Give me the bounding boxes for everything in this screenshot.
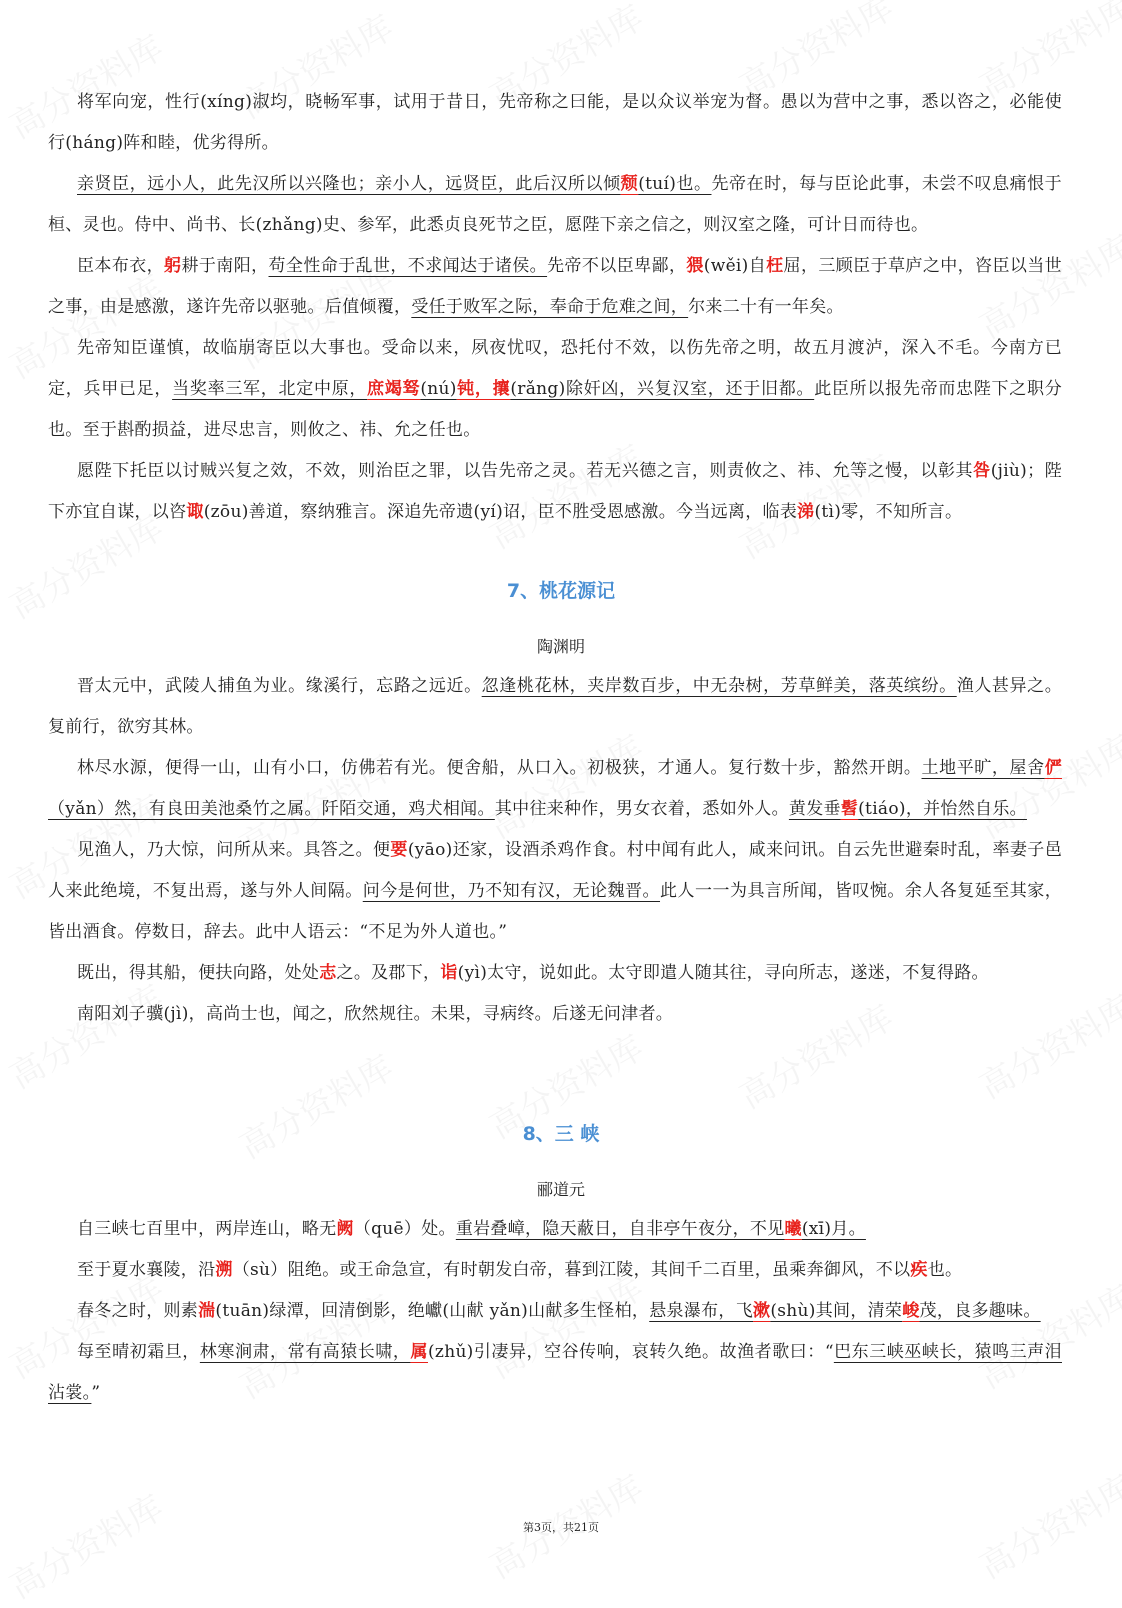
underlined-key-sentence: (tuí)也。 xyxy=(638,174,712,194)
underlined-key-sentence: 林寒涧肃，常有高猿长啸， xyxy=(199,1342,411,1362)
text-segment: 之。及郡下， xyxy=(336,963,441,983)
underlined-key-sentence: 忽逢桃花林，夹岸数百步，中无杂树，芳草鲜美，落英缤纷。 xyxy=(481,676,957,696)
paragraph xyxy=(48,994,1062,1035)
text-segment: 先帝不以臣卑鄙， xyxy=(547,256,687,276)
highlighted-character: 躬 xyxy=(164,256,182,276)
section-author-lidaoyuan: 郦道元 xyxy=(536,1180,585,1199)
underlined-key-sentence: （yǎn）然，有良田美池桑竹之属。阡陌交通，鸡犬相闻。 xyxy=(48,799,495,819)
underlined-key-sentence: 受任于败军之际，奉命于危难之间， xyxy=(411,297,689,317)
text-segment: 春冬之时，则素 xyxy=(77,1301,199,1321)
paragraph xyxy=(48,748,1062,830)
underlined-key-sentence: (nú) xyxy=(420,379,457,399)
section-title-taohuayuanji: 7、桃花源记 xyxy=(506,580,616,602)
text-segment: 见渔人，乃大惊，问所从来。具答之。便 xyxy=(77,840,391,860)
highlighted-character: 诹 xyxy=(186,502,204,522)
text-segment: 其中往来种作，男女衣着，悉如外人。 xyxy=(494,799,789,819)
paragraph xyxy=(48,1332,1062,1414)
page-number: 第3页，共21页 xyxy=(523,1521,599,1534)
text-segment: 此臣所以报先帝而忠陛下之职分也。至于斟酌损益，进尽忠言，则攸之、祎、允之任也。 xyxy=(48,379,1063,440)
highlighted-character: 钝，攘 xyxy=(456,379,511,399)
underlined-key-sentence: 当奖率三军，北定中原， xyxy=(172,379,368,399)
underlined-key-sentence: 茂，良多趣味。 xyxy=(919,1301,1041,1321)
paragraph xyxy=(48,953,1062,994)
text-segment: 渔人甚异之。复前行，欲穷其林。 xyxy=(48,676,1062,737)
paragraph xyxy=(48,1250,1062,1291)
highlighted-character: 猥 xyxy=(686,256,704,276)
text-segment: 将军向宠，性行(xíng)淑均，晓畅军事，试用于昔日，先帝称之曰能，是以众议举宠为督。愚以为营中之事，悉以咨之，必能使行(háng)阵和睦，优劣得所。 xyxy=(48,92,1062,153)
section-title-sanxia: 8、三 峡 xyxy=(522,1123,600,1145)
text-segment: 屈，三顾臣于草庐之中，咨臣以当世之事，由是感激，遂许先帝以驱驰。后值倾覆， xyxy=(48,256,1062,317)
highlighted-character: 属 xyxy=(410,1342,428,1362)
chushibiao-excerpt xyxy=(48,82,1062,533)
section-author-taoyuanming: 陶渊明 xyxy=(536,637,585,656)
paragraph xyxy=(48,451,1062,533)
underlined-key-sentence: (xī)月。 xyxy=(801,1219,866,1239)
paragraph xyxy=(48,328,1062,451)
text-segment: (tì)零，不知所言。 xyxy=(814,502,963,522)
sanxia-text xyxy=(48,1209,1062,1414)
underlined-key-sentence: 重岩叠嶂，隐天蔽日，自非亭午夜分，不见 xyxy=(455,1219,785,1239)
highlighted-character: 溯 xyxy=(215,1260,233,1280)
text-segment: ” xyxy=(91,1383,101,1403)
highlighted-character: 庶竭驽 xyxy=(367,379,421,399)
text-segment: （quē）处。 xyxy=(353,1219,456,1239)
text-segment: (tuān)绿潭，回清倒影，绝巘(山献 yǎn)山献多生怪柏， xyxy=(215,1301,650,1321)
highlighted-character: 涕 xyxy=(797,502,815,522)
highlighted-character: 枉 xyxy=(766,256,784,276)
text-segment: 先帝在时，每与臣论此事，未尝不叹息痛恨于桓、灵也。侍中、尚书、长(zhǎng)史、参军，此悉贞良死节之臣，愿陛下亲之信之，则汉室之隆，可计日而待也。 xyxy=(48,174,1062,235)
highlighted-character: 曦 xyxy=(784,1219,802,1239)
underlined-key-sentence: (shù)其间，清荣 xyxy=(770,1301,903,1321)
text-segment: (zōu)善道，察纳雅言。深追先帝遗(yí)诏，臣不胜受恩感激。今当远离，临表 xyxy=(203,502,798,522)
text-segment: 臣本布衣， xyxy=(77,256,165,276)
text-segment: 耕于南阳， xyxy=(181,256,269,276)
highlighted-character: 漱 xyxy=(753,1301,771,1321)
paragraph xyxy=(48,164,1062,246)
text-segment: 每至晴初霜旦， xyxy=(77,1342,200,1362)
text-segment: 愿陛下托臣以讨贼兴复之效，不效，则治臣之罪，以告先帝之灵。若无兴德之言，则责攸之、祎、允等之慢，以彰其 xyxy=(77,461,974,481)
highlighted-character: 颓 xyxy=(620,174,639,194)
text-segment: （sù）阻绝。或王命急宣，有时朝发白帝，暮到江陵，其间千二百里，虽乘奔御风，不以 xyxy=(232,1260,911,1280)
text-segment: 也。 xyxy=(927,1260,963,1280)
paragraph xyxy=(48,82,1062,164)
text-segment: 先帝知臣谨慎，故临崩寄臣以大事也。受命以来，夙夜忧叹，恐托付不效，以伤先帝之明，故五月渡泸，深入不毛。今南方已定，兵甲已足， xyxy=(48,338,1062,399)
highlighted-character: 疾 xyxy=(910,1260,928,1280)
text-segment: (wěi)自 xyxy=(703,256,767,276)
text-segment: 自三峡七百里中，两岸连山，略无 xyxy=(77,1219,337,1239)
text-segment: 林尽水源，便得一山，山有小口，仿佛若有光。便舍船，从口入。初极狭，才通人。复行数十步，豁然开朗。 xyxy=(77,758,922,778)
paragraph xyxy=(48,830,1062,953)
text-segment: (yāo)还家，设酒杀鸡作食。村中闻有此人，咸来问讯。自云先世避秦时乱，率妻子邑人来此绝境，不复出焉，遂与外人间隔。 xyxy=(48,840,1062,901)
highlighted-character: 髫 xyxy=(840,799,859,819)
highlighted-character: 诣 xyxy=(440,963,458,983)
paragraph xyxy=(48,1291,1062,1332)
text-segment: 尔来二十有一年矣。 xyxy=(688,297,844,317)
highlighted-character: 阙 xyxy=(336,1219,354,1239)
underlined-key-sentence: (tiáo)，并怡然自乐。 xyxy=(858,799,1027,819)
paragraph xyxy=(48,1209,1062,1250)
underlined-key-sentence: 苟全性命于乱世，不求闻达于诸侯。 xyxy=(268,256,548,276)
text-segment: 晋太元中，武陵人捕鱼为业。缘溪行，忘路之远近。 xyxy=(77,676,482,696)
paragraph xyxy=(48,666,1062,748)
underlined-key-sentence: (rǎng)除奸凶，兴复汉室，还于旧都。 xyxy=(510,379,815,399)
underlined-key-sentence: 黄发垂 xyxy=(788,799,841,819)
watermark-text xyxy=(0,1481,171,1608)
text-segment: 至于夏水襄陵，沿 xyxy=(77,1260,216,1280)
text-segment: 此人一一为具言所闻，皆叹惋。余人各复延至其家，皆出酒食。停数日，辞去。此中人语云：“不足为外人道也。” xyxy=(48,881,1062,942)
text-segment: (jiù)；陛下亦宜自谋，以咨 xyxy=(48,461,1062,522)
underlined-key-sentence: 土地平旷，屋舍 xyxy=(921,758,1045,778)
text-segment: 南阳刘子骥(jì)，高尚士也，闻之，欣然规往。未果，寻病终。后遂无问津者。 xyxy=(77,1004,674,1024)
text-segment: (zhǔ)引凄异，空谷传响，哀转久绝。故渔者歌曰：“ xyxy=(428,1342,834,1362)
highlighted-character: 咎 xyxy=(973,461,991,481)
underlined-key-sentence: 问今是何世，乃不知有汉，无论魏晋。 xyxy=(362,881,661,901)
text-segment: 既出，得其船，便扶向路，处处 xyxy=(77,963,320,983)
text-segment: (yì)太守，说如此。太守即遣人随其往，寻向所志，遂迷，不复得路。 xyxy=(457,963,989,983)
watermark-text xyxy=(229,1041,401,1168)
taohuayuanji-text xyxy=(48,666,1062,1035)
underlined-key-sentence: 悬泉瀑布，飞 xyxy=(649,1301,754,1321)
paragraph xyxy=(48,246,1062,328)
highlighted-character: 要 xyxy=(390,840,408,860)
highlighted-character: 湍 xyxy=(198,1301,216,1321)
underlined-key-sentence: 亲贤臣，远小人，此先汉所以兴隆也；亲小人，远贤臣，此后汉所以倾 xyxy=(77,174,621,194)
highlighted-character: 俨 xyxy=(1044,758,1062,778)
highlighted-character: 峻 xyxy=(902,1301,920,1321)
highlighted-character: 志 xyxy=(319,963,337,983)
underlined-key-sentence: 巴东三峡巫峡长，猿鸣三声泪沾裳。 xyxy=(48,1342,1062,1403)
